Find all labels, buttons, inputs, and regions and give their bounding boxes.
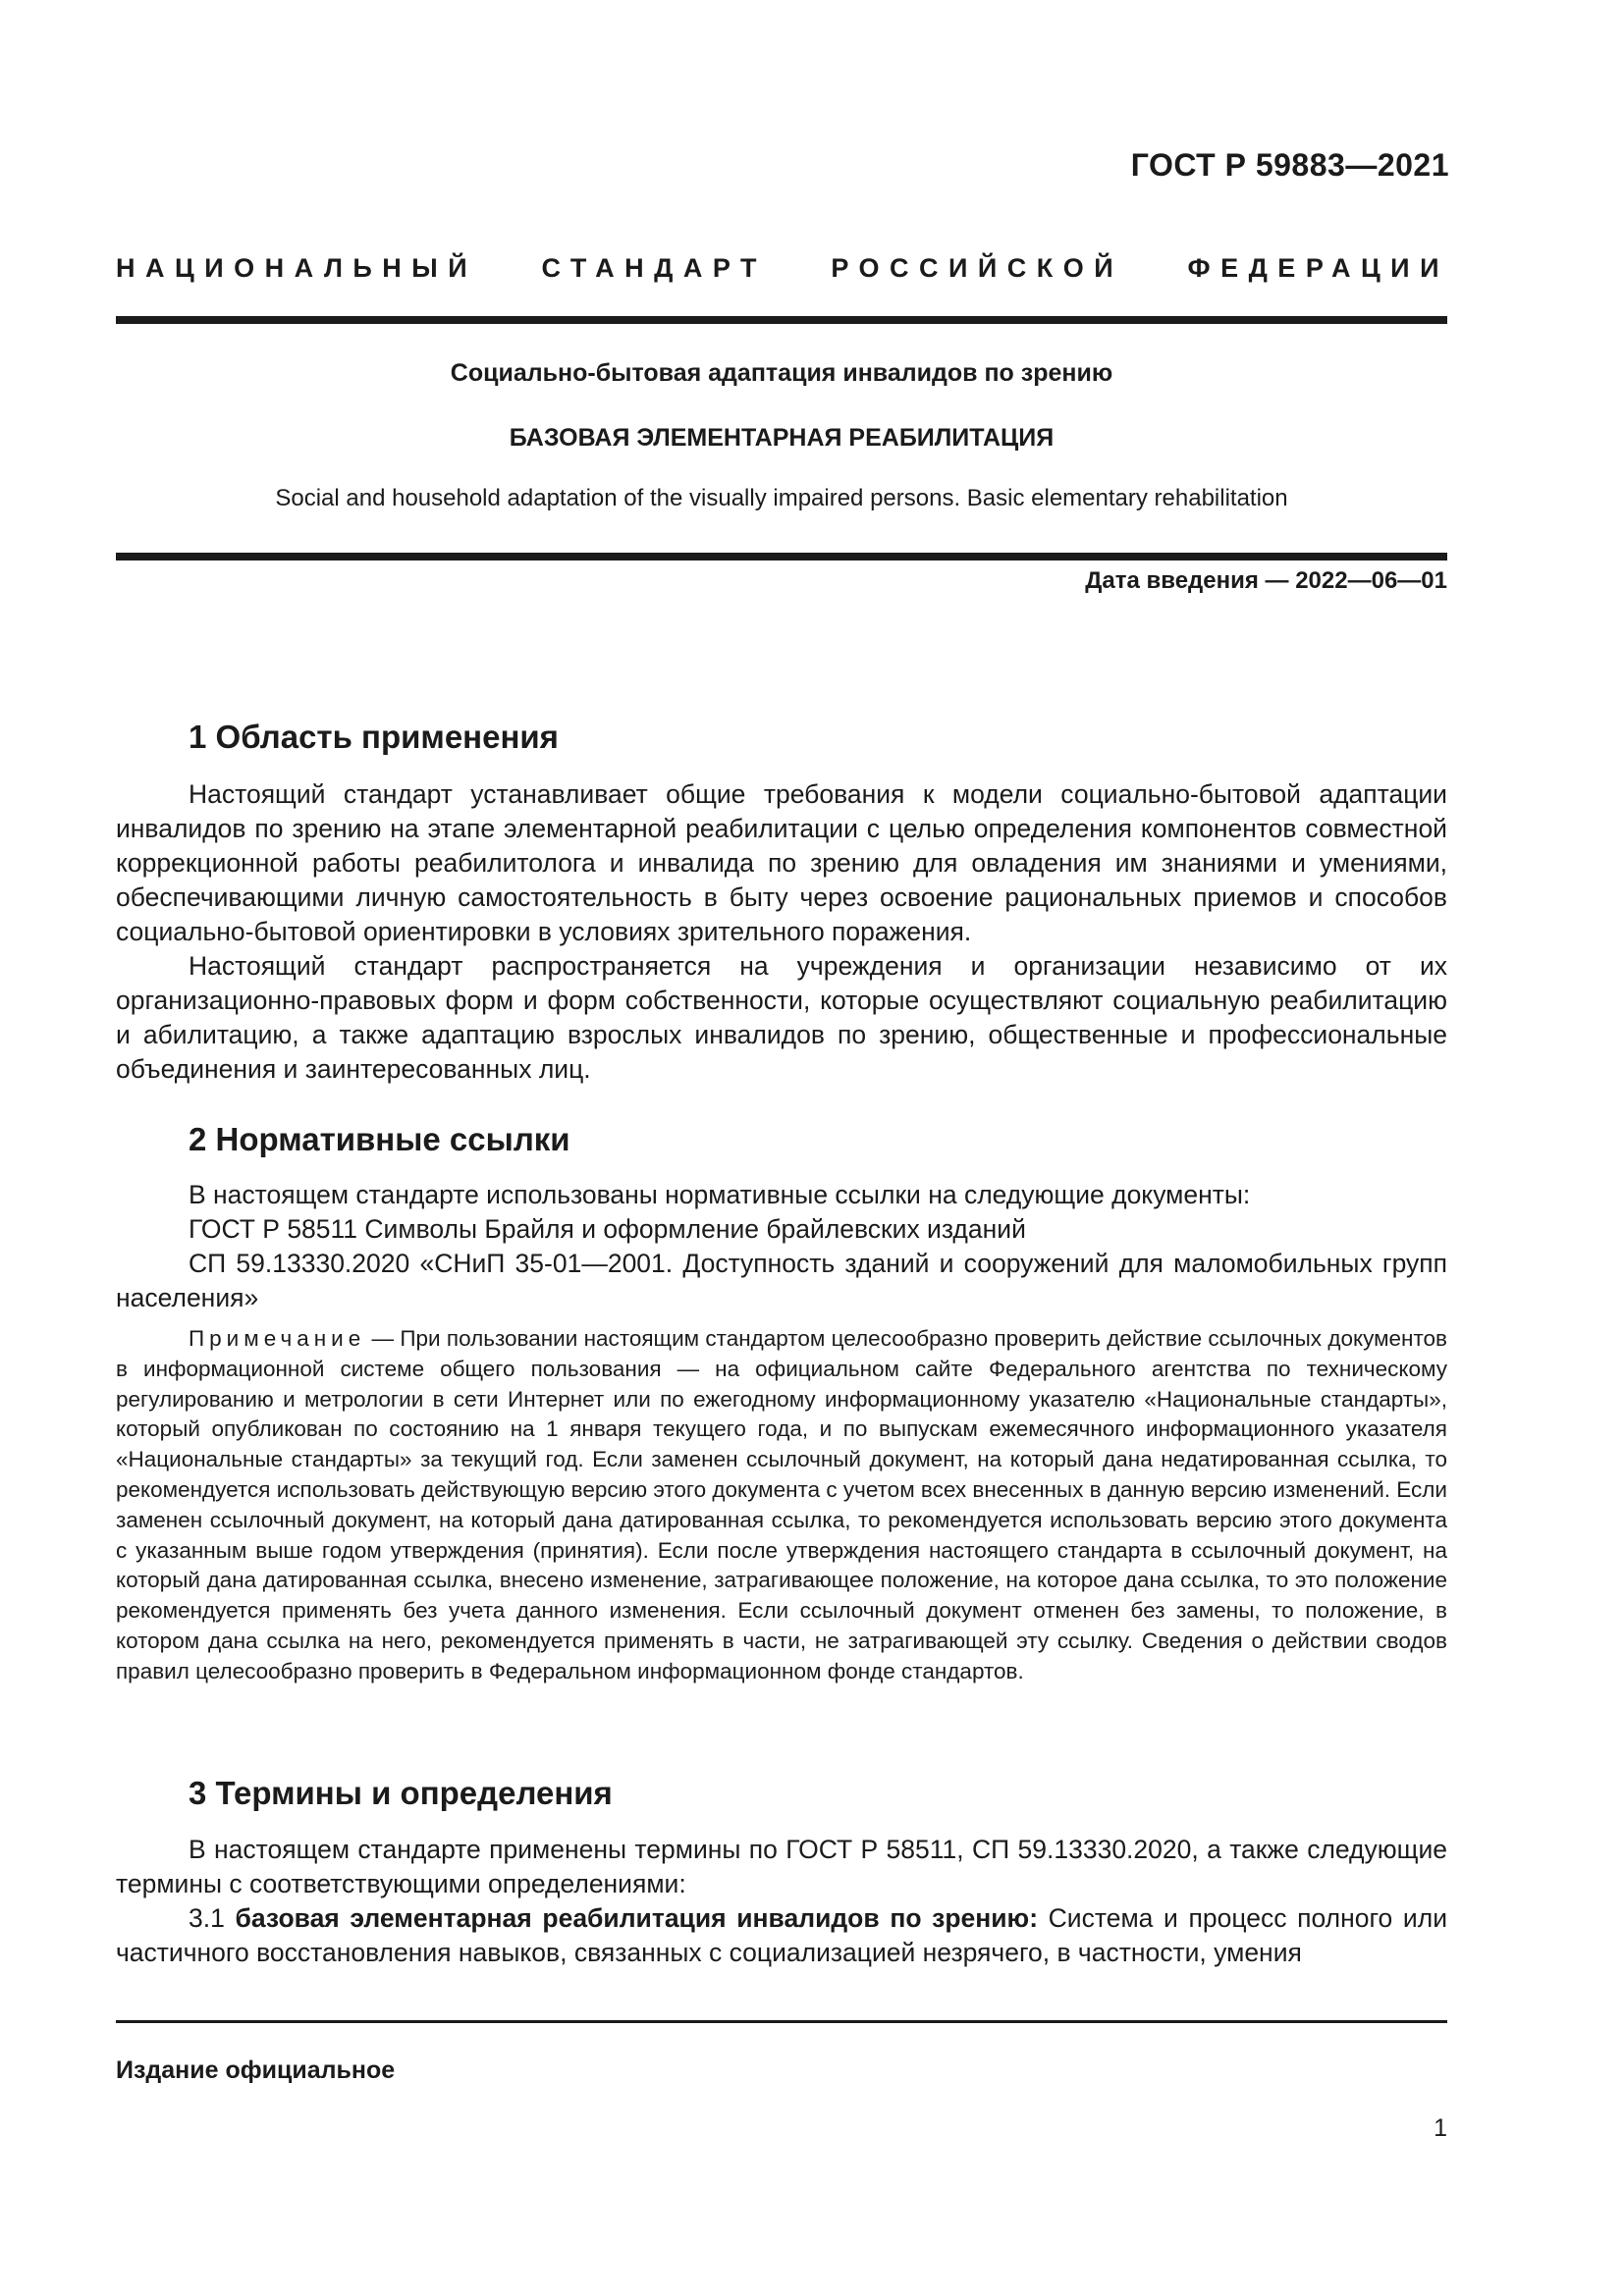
- section-2-paragraph-1: В настоящем стандарте использованы нормативные ссылки на следующие документы:: [189, 1180, 1251, 1209]
- term-definition: Система и процесс полного или частичного восстановления навыков, связанных с социализацией незрячего, в частности, умения: [116, 1903, 1448, 1967]
- section-1-heading: 1 Область применения: [189, 719, 559, 755]
- introduction-date: Дата введения — 2022—06—01: [1085, 567, 1447, 594]
- section-1-paragraph-1: Настоящий стандарт устанавливает общие требования к модели социально-бытовой адаптации инвалидов по зрению на этапе элементарной реабилитации с целью определения компонентов совместной коррекционной работы реабилитолога и инвалида по зрению для овладения им знаниями и умениями, обеспечивающими личную самостоятельность в быту через освоение рациональных приемов и способов социально-бытовой ориентировки в условиях зрительного поражения.: [116, 779, 1447, 946]
- term-3-1: [116, 1901, 1447, 1970]
- document-number: ГОСТ Р 59883—2021: [1130, 147, 1449, 183]
- title-rule: [116, 553, 1447, 561]
- note-paragraph: [116, 1324, 1447, 1687]
- footer-rule: [116, 2020, 1447, 2023]
- section-2-body: [116, 1178, 1447, 1315]
- official-edition-label: Издание официальное: [116, 2056, 396, 2084]
- section-2-note: [116, 1324, 1447, 1687]
- subtitle-russian: БАЗОВАЯ ЭЛЕМЕНТАРНАЯ РЕАБИЛИТАЦИЯ: [509, 424, 1055, 452]
- page-number: 1: [1434, 2114, 1447, 2142]
- note-label: Примечание: [189, 1326, 366, 1351]
- term-name: базовая элементарная реабилитация инвалидов по зрению:: [235, 1903, 1039, 1933]
- section-1-paragraph-2: Настоящий стандарт распространяется на учреждения и организации независимо от их организационно-правовых форм и форм собственности, которые осуществляют социальную реабилитацию и абилитацию, а также адаптацию взрослых инвалидов по зрению, общественные и профессиональные объединения и заинтересованных лиц.: [116, 951, 1447, 1084]
- top-rule: [116, 316, 1447, 324]
- section-3-body: [116, 1833, 1447, 1970]
- section-2-heading: 2 Нормативные ссылки: [189, 1121, 570, 1157]
- national-standard-banner: НАЦИОНАЛЬНЫЙ СТАНДАРТ РОССИЙСКОЙ ФЕДЕРАЦИИ: [116, 253, 1449, 283]
- title-russian: Социально-бытовая адаптация инвалидов по зрению: [450, 359, 1113, 387]
- section-2-reference-gost: ГОСТ Р 58511 Символы Брайля и оформление брайлевских изданий: [189, 1214, 1026, 1244]
- title-english: Social and household adaptation of the visually impaired persons. Basic elementary rehabilitation: [275, 485, 1288, 511]
- section-2-reference-sp: СП 59.13330.2020 «СНиП 35-01—2001. Доступность зданий и сооружений для маломобильных групп населения»: [116, 1249, 1447, 1312]
- section-1-body: [116, 777, 1447, 1087]
- note-text: — При пользовании настоящим стандартом целесообразно проверить действие ссылочных документов в информационной системе общего пользования — на официальном сайте Федерального агентства по техническому регулированию и метрологии в сети Интернет или по ежегодному информационному указателю «Национальные стандарты», который опубликован по состоянию на 1 января текущего года, и по выпускам ежемесячного информационного указателя «Национальные стандарты» за текущий год. Если заменен ссылочный документ, на который дана недатированная ссылка, то рекомендуется использовать действующую версию этого документа с учетом всех внесенных в данную версию изменений. Если заменен ссылочный документ, на который дана датированная ссылка, то рекомендуется использовать версию этого документа с указанным выше годом утверждения (принятия). Если после утверждения настоящего стандарта в ссылочный документ, на который дана датированная ссылка, внесено изменение, затрагивающее положение, на которое дана ссылка, то это положение рекомендуется применять без учета данного изменения. Если ссылочный документ отменен без замены, то положение, в котором дана ссылка на него, рекомендуется применять в части, не затрагивающей эту ссылку. Сведения о действии сводов правил целесообразно проверить в Федеральном информационном фонде стандартов.: [116, 1326, 1447, 1683]
- section-3-paragraph-1: В настоящем стандарте применены термины по ГОСТ Р 58511, СП 59.13330.2020, а также следующие термины с соответствующими определениями:: [116, 1835, 1447, 1898]
- term-number: 3.1: [189, 1903, 236, 1933]
- section-3-heading: 3 Термины и определения: [189, 1775, 613, 1811]
